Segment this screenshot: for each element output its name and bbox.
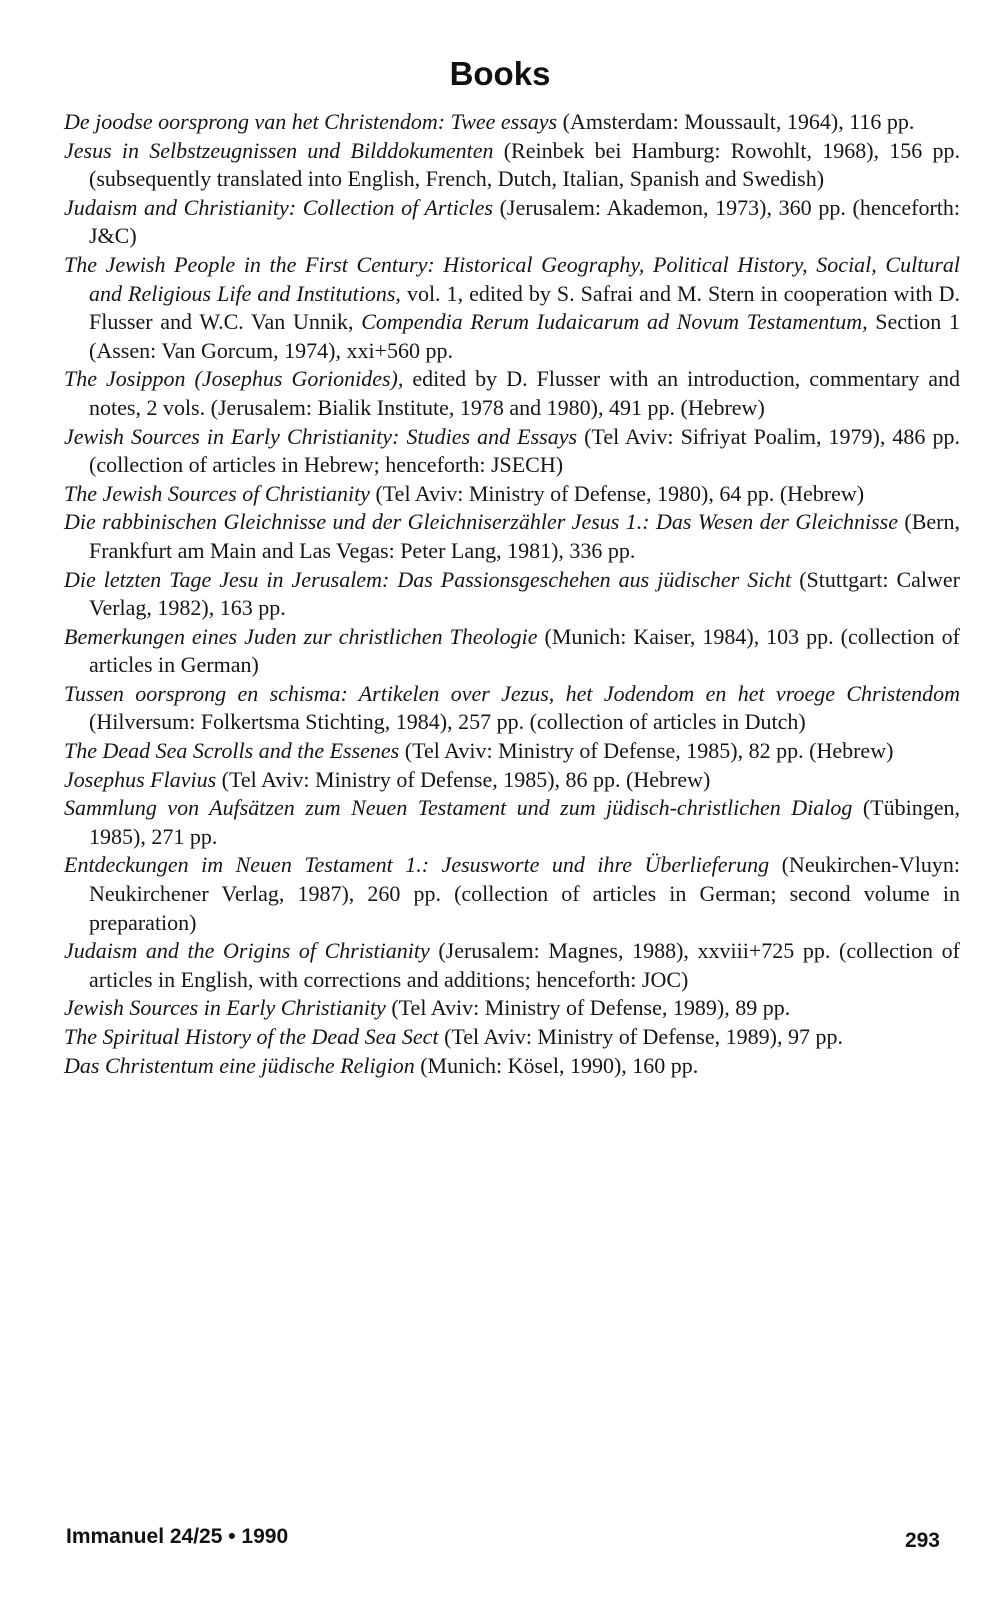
book-details: vol. 1, edited by S. Safrai and M. Stern in cooperation with D. Flusser and W.C. Van Unnik, (89, 280, 961, 335)
book-entry (64, 137, 960, 194)
book-details: (Tel Aviv: Ministry of Defense, 1985), 86 pp. (Hebrew) (216, 766, 711, 792)
book-details: (Tel Aviv: Sifriyat Poalim, 1979), 486 pp. (collection of articles in Hebrew; henceforth: JSECH) (89, 423, 960, 478)
book-title: The Josippon (Josephus Gorionides), (64, 366, 404, 392)
book-details: (Reinbek bei Hamburg: Rowohlt, 1968), 156 pp. (subsequently translated into English, French, Dutch, Italian, Spanish and Swedish) (89, 137, 960, 192)
book-details: (Tel Aviv: Ministry of Defense, 1989), 89 pp. (385, 995, 791, 1021)
book-details: (Jerusalem: Magnes, 1988), xxviii+725 pp. (collection of articles in English, with corrections and additions; henceforth: JOC) (89, 938, 960, 992)
book-entry (64, 794, 960, 851)
book-entry (64, 508, 960, 565)
book-series-title: Compendia Rerum Iudaicarum ad Novum Testamentum, (361, 309, 868, 335)
book-title: The Dead Sea Scrolls and the Essenes (64, 738, 400, 764)
book-details: (Tel Aviv: Ministry of Defense, 1985), 82 pp. (Hebrew) (399, 738, 894, 764)
book-title: De joodse oorsprong van het Christendom: Twee essays (64, 109, 558, 134)
book-title: Judaism and Christianity: Collection of Articles (64, 194, 493, 220)
book-entry (64, 937, 960, 994)
book-entry (64, 480, 960, 509)
book-details: edited by D. Flusser with an introduction, commentary and notes, 2 vols. (Jerusalem: Bialik Institute, 1978 and 1980), 491 pp. (Hebrew) (89, 366, 961, 420)
book-title: The Spiritual History of the Dead Sea Sect (64, 1024, 439, 1049)
books-list (64, 108, 960, 1080)
book-details: (Bern, Frankfurt am Main and Las Vegas: Peter Lang, 1981), 336 pp. (89, 509, 960, 563)
book-title: Entdeckungen im Neuen Testament 1.: Jesusworte und ihre Überlieferung (64, 852, 770, 878)
book-details: (Munich: Kaiser, 1984), 103 pp. (collection of articles in German) (89, 623, 960, 678)
book-details: (Tel Aviv: Ministry of Defense, 1989), 97 pp. (438, 1024, 843, 1049)
book-entry (64, 251, 960, 365)
book-entry (64, 1023, 960, 1052)
book-title: Jewish Sources in Early Christianity (64, 995, 386, 1021)
book-entry (64, 680, 960, 737)
book-title: Die rabbinischen Gleichnisse und der Gleichniserzähler Jesus 1.: Das Wesen der Gleichnisse (64, 509, 898, 535)
book-title: Jewish Sources in Early Christianity: Studies and Essays (64, 423, 578, 449)
book-entry (64, 737, 960, 766)
book-details: (Jerusalem: Akademon, 1973), 360 pp. (henceforth: J&C) (89, 194, 961, 249)
book-title: The Jewish People in the First Century: Historical Geography, Political History, Social, Cultural and Religious Life and Institutions, (64, 251, 960, 306)
book-details: (Amsterdam: Moussault, 1964), 116 pp. (557, 109, 915, 134)
book-entry (64, 365, 960, 422)
book-title: Das Christentum eine jüdische Religion (64, 1052, 415, 1078)
book-title: Bemerkungen eines Juden zur christlichen Theologie (64, 623, 538, 649)
book-title: Josephus Flavius (64, 766, 217, 792)
book-details: Section 1 (Assen: Van Gorcum, 1974), xxi+560 pp. (89, 309, 960, 363)
footer-journal-info: Immanuel 24/25 • 1990 (66, 1525, 289, 1548)
page-number: 293 (904, 1529, 940, 1552)
book-title: The Jewish Sources of Christianity (64, 480, 370, 506)
book-title: Tussen oorsprong en schisma: Artikelen over Jezus, het Jodendom en het vroege Christendom (64, 680, 960, 706)
book-title: Die letzten Tage Jesu in Jerusalem: Das Passionsgeschehen aus jüdischer Sicht (64, 566, 792, 592)
book-entry (64, 994, 960, 1023)
book-details: (Munich: Kösel, 1990), 160 pp. (414, 1052, 699, 1078)
book-details: (Tübingen, 1985), 271 pp. (89, 795, 960, 849)
book-details: (Tel Aviv: Ministry of Defense, 1980), 64 pp. (Hebrew) (369, 480, 865, 506)
book-entry (64, 423, 960, 480)
book-details: (Hilversum: Folkertsma Stichting, 1984), 257 pp. (collection of articles in Dutch) (89, 709, 806, 735)
page-heading: Books (449, 55, 551, 92)
book-title: Sammlung von Aufsätzen zum Neuen Testament und zum jüdisch-christlichen Dialog (64, 795, 853, 821)
book-title: Jesus in Selbstzeugnissen und Bilddokumenten (64, 137, 494, 163)
book-entry (64, 766, 960, 795)
book-entry (64, 1052, 960, 1081)
book-entry (64, 851, 960, 937)
book-entry (64, 108, 960, 137)
book-title: Judaism and the Origins of Christianity (64, 938, 430, 964)
book-entry (64, 194, 960, 251)
book-entry (64, 566, 960, 623)
book-details: (Stuttgart: Calwer Verlag, 1982), 163 pp. (89, 566, 960, 621)
book-entry (64, 623, 960, 680)
book-details: (Neukirchen-Vluyn: Neukirchener Verlag, 1987), 260 pp. (collection of articles in German; second volume in preparation) (89, 852, 960, 935)
